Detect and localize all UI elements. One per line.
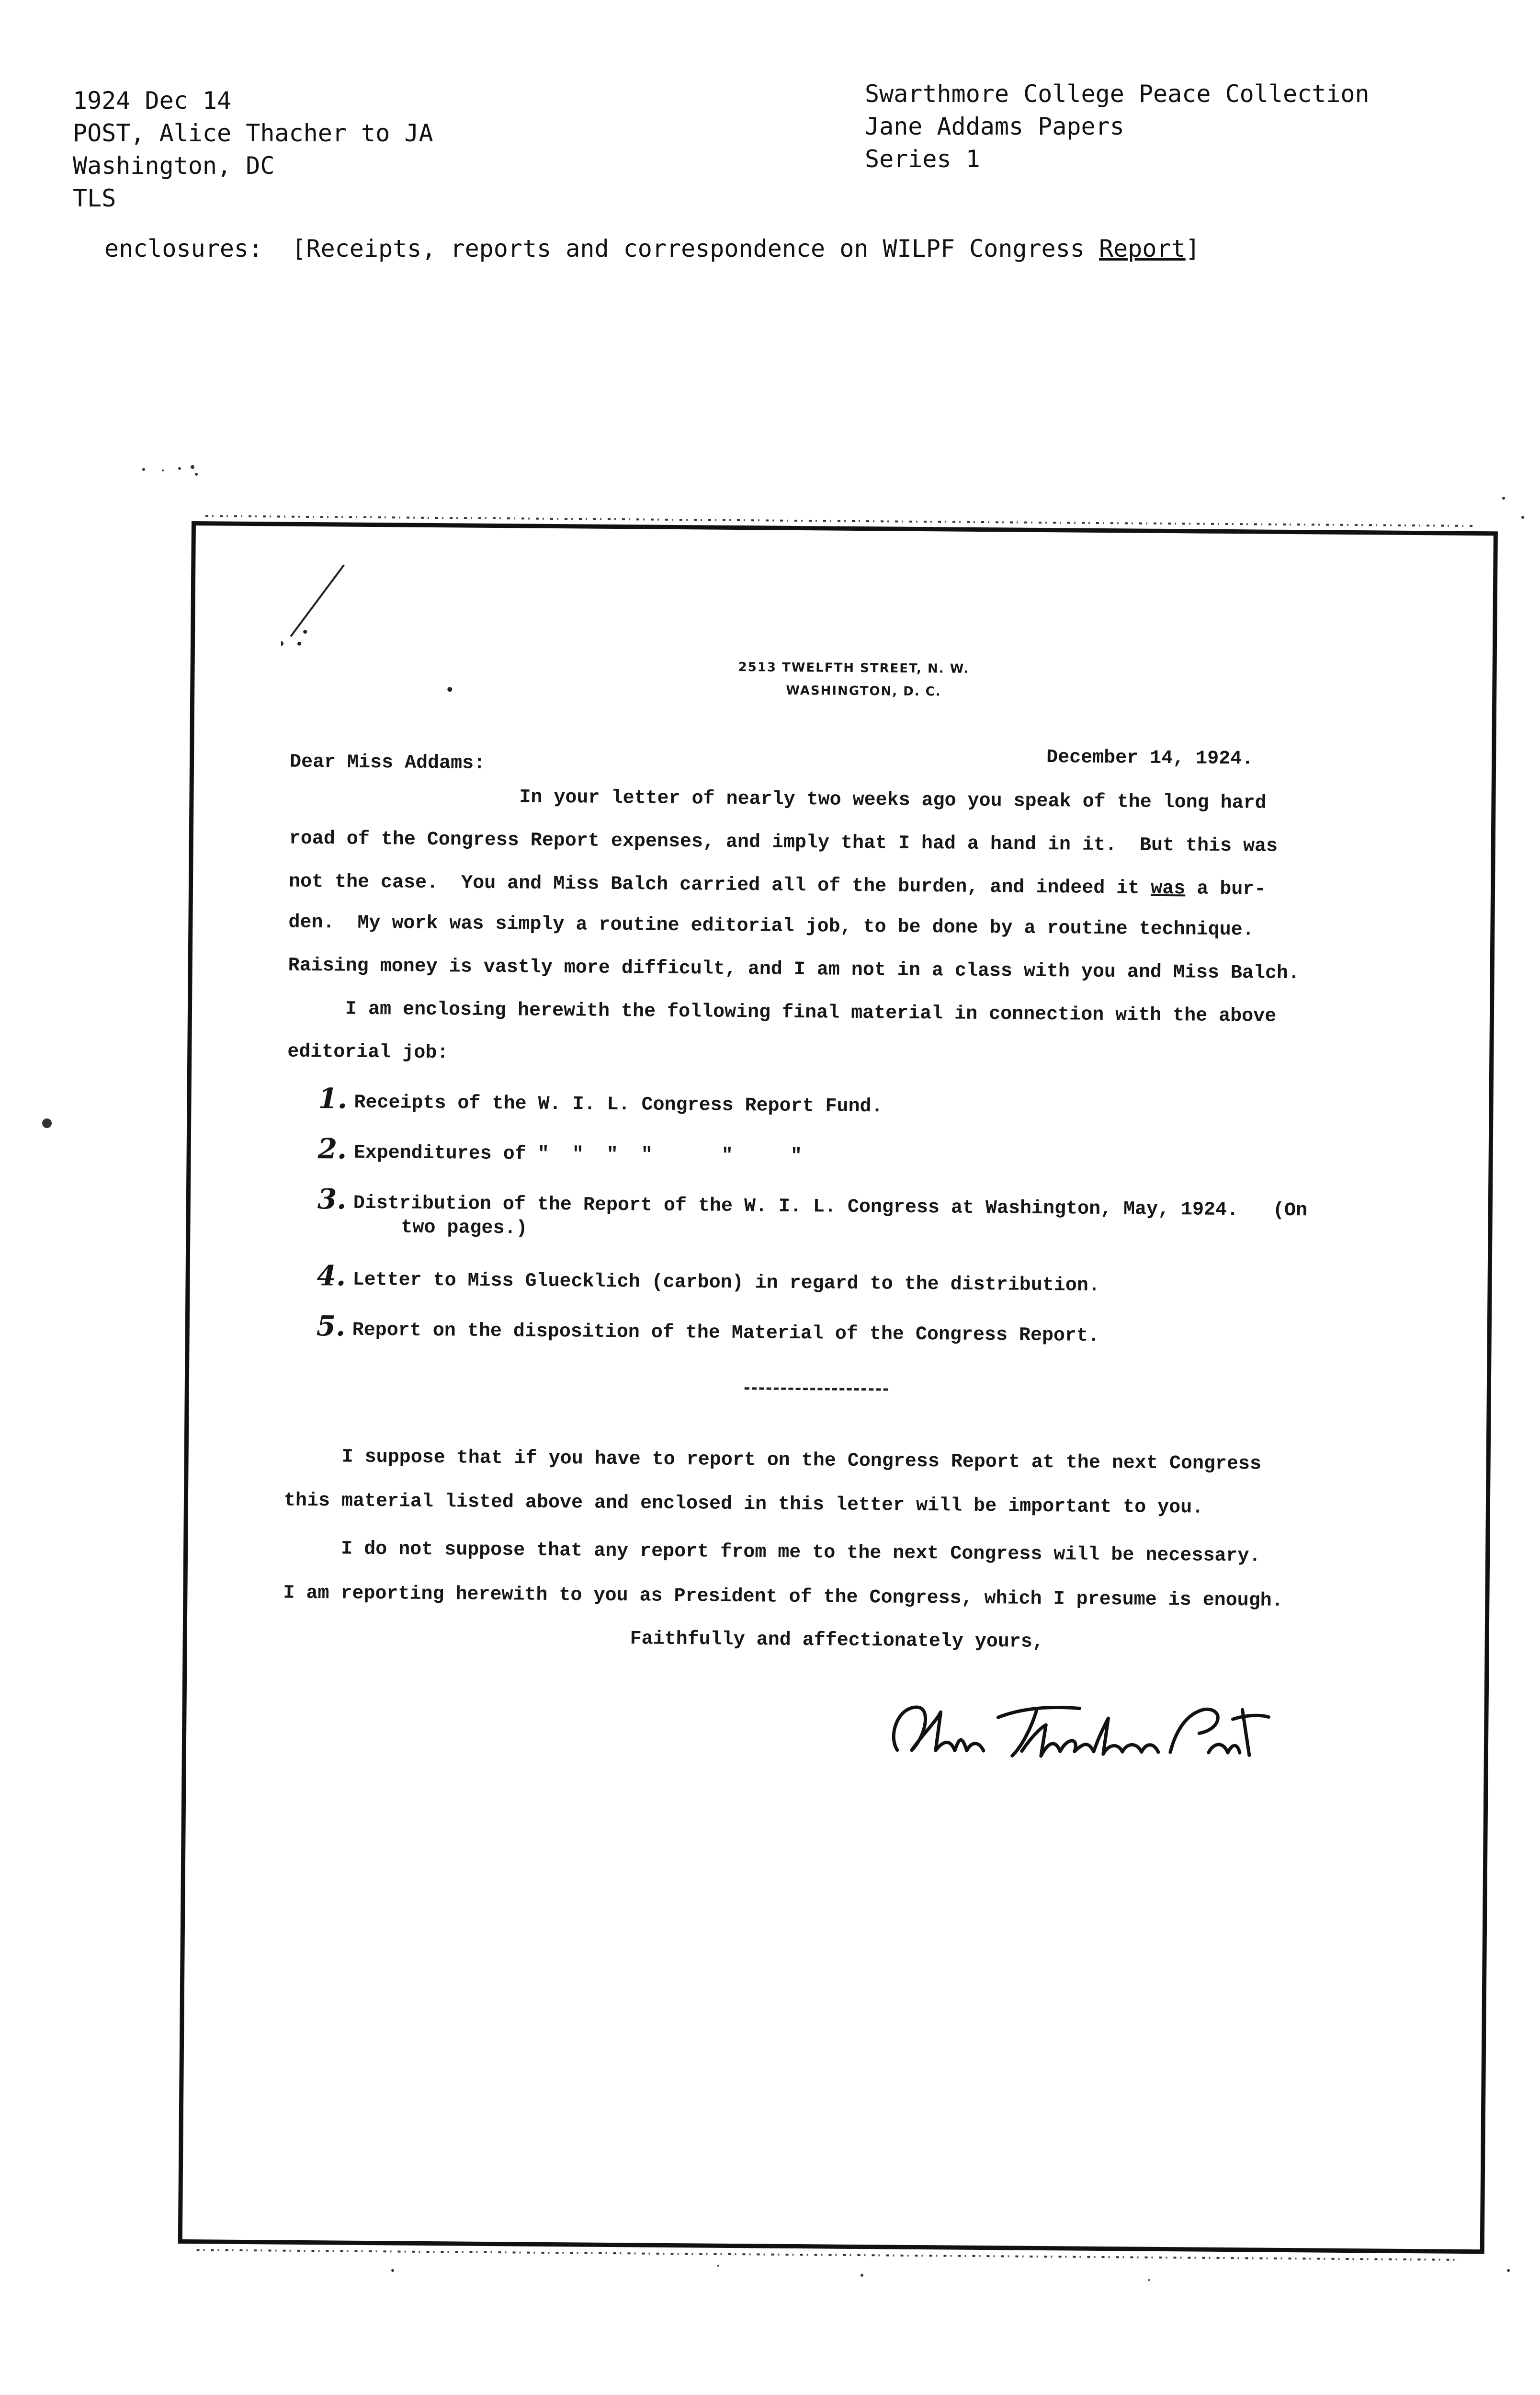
catalog-papers: Jane Addams Papers: [865, 113, 1124, 140]
section-divider: [745, 1387, 888, 1391]
item-5-number: 5.: [316, 1310, 346, 1343]
catalog-form: TLS: [73, 184, 116, 212]
closing: Faithfully and affectionately yours,: [630, 1628, 1044, 1654]
para1-line3-end: a bur-: [1185, 878, 1266, 901]
catalog-item: POST, Alice Thacher to JA: [73, 119, 433, 147]
enclosures-text: enclosures: [Receipts, reports and correspondence on WILPF Congress: [104, 235, 1099, 262]
item-3-number: 3.: [317, 1183, 347, 1216]
para3-line1: I suppose that if you have to report on the Congress Report at the next Congress: [341, 1446, 1262, 1475]
pencil-mark: [281, 555, 359, 651]
item-4-number: 4.: [317, 1259, 346, 1292]
para4-line1: I do not suppose that any report from me to the next Congress will be necessary.: [340, 1538, 1261, 1567]
para3-line2: this material listed above and enclosed in this letter will be important to you.: [283, 1490, 1204, 1519]
item-2-number: 2.: [317, 1132, 347, 1165]
para1-line4: den. My work was simply a routine editorial job, to be done by a routine technique.: [288, 912, 1254, 941]
letter-sheet: [178, 521, 1498, 2254]
enclosures-underlined: Report: [1099, 235, 1186, 262]
enclosures-close: ]: [1185, 235, 1200, 262]
para4-line2: I am reporting herewith to you as President of the Congress, which I presume is enough.: [283, 1582, 1283, 1612]
handwritten-signature: [878, 1678, 1272, 1777]
salutation: Dear Miss Addams:: [289, 751, 486, 775]
letterhead-address-street: 2513 TWELFTH STREET, N. W.: [738, 660, 970, 676]
catalog-date: 1924 Dec 14: [73, 87, 232, 114]
letterhead-address-city: WASHINGTON, D. C.: [786, 683, 941, 699]
catalog-series: Series 1: [865, 145, 980, 173]
para1-line3: [289, 871, 1266, 901]
para1-line2: road of the Congress Report expenses, and imply that I had a hand in it. But this was: [289, 828, 1278, 857]
underlined-was: was: [1151, 878, 1186, 900]
letter-body: [182, 525, 1494, 2249]
item-4-text: Letter to Miss Gluecklich (carbon) in regard to the distribution.: [352, 1269, 1100, 1297]
item-3-text: Distribution of the Report of the W. I. L. Congress at Washington, May, 1924. (On: [353, 1192, 1308, 1222]
para1-line1: In your letter of nearly two weeks ago you speak of the long hard: [519, 787, 1267, 814]
catalog-place: Washington, DC: [73, 152, 275, 180]
item-5-text: Report on the disposition of the Material of the Congress Report.: [352, 1319, 1100, 1347]
item-2-text: Expenditures of " " " " " ": [353, 1142, 802, 1168]
para2-line2: editorial job:: [287, 1041, 449, 1064]
item-1-number: 1.: [318, 1082, 348, 1115]
item-1-text: Receipts of the W. I. L. Congress Report Fund.: [354, 1092, 883, 1118]
item-3-continuation: two pages.): [401, 1217, 528, 1240]
para2-line1: I am enclosing herewith the following final material in connection with the above: [345, 998, 1277, 1027]
speck-mark: [446, 685, 455, 695]
catalog-collection: Swarthmore College Peace Collection: [865, 80, 1370, 108]
para1-line5: Raising money is vastly more difficult, and I am not in a class with you and Miss Balch.: [288, 955, 1300, 985]
letter-date: December 14, 1924.: [1046, 747, 1254, 770]
para1-line3-text: not the case. You and Miss Balch carried all of the burden, and indeed it: [288, 871, 1151, 900]
